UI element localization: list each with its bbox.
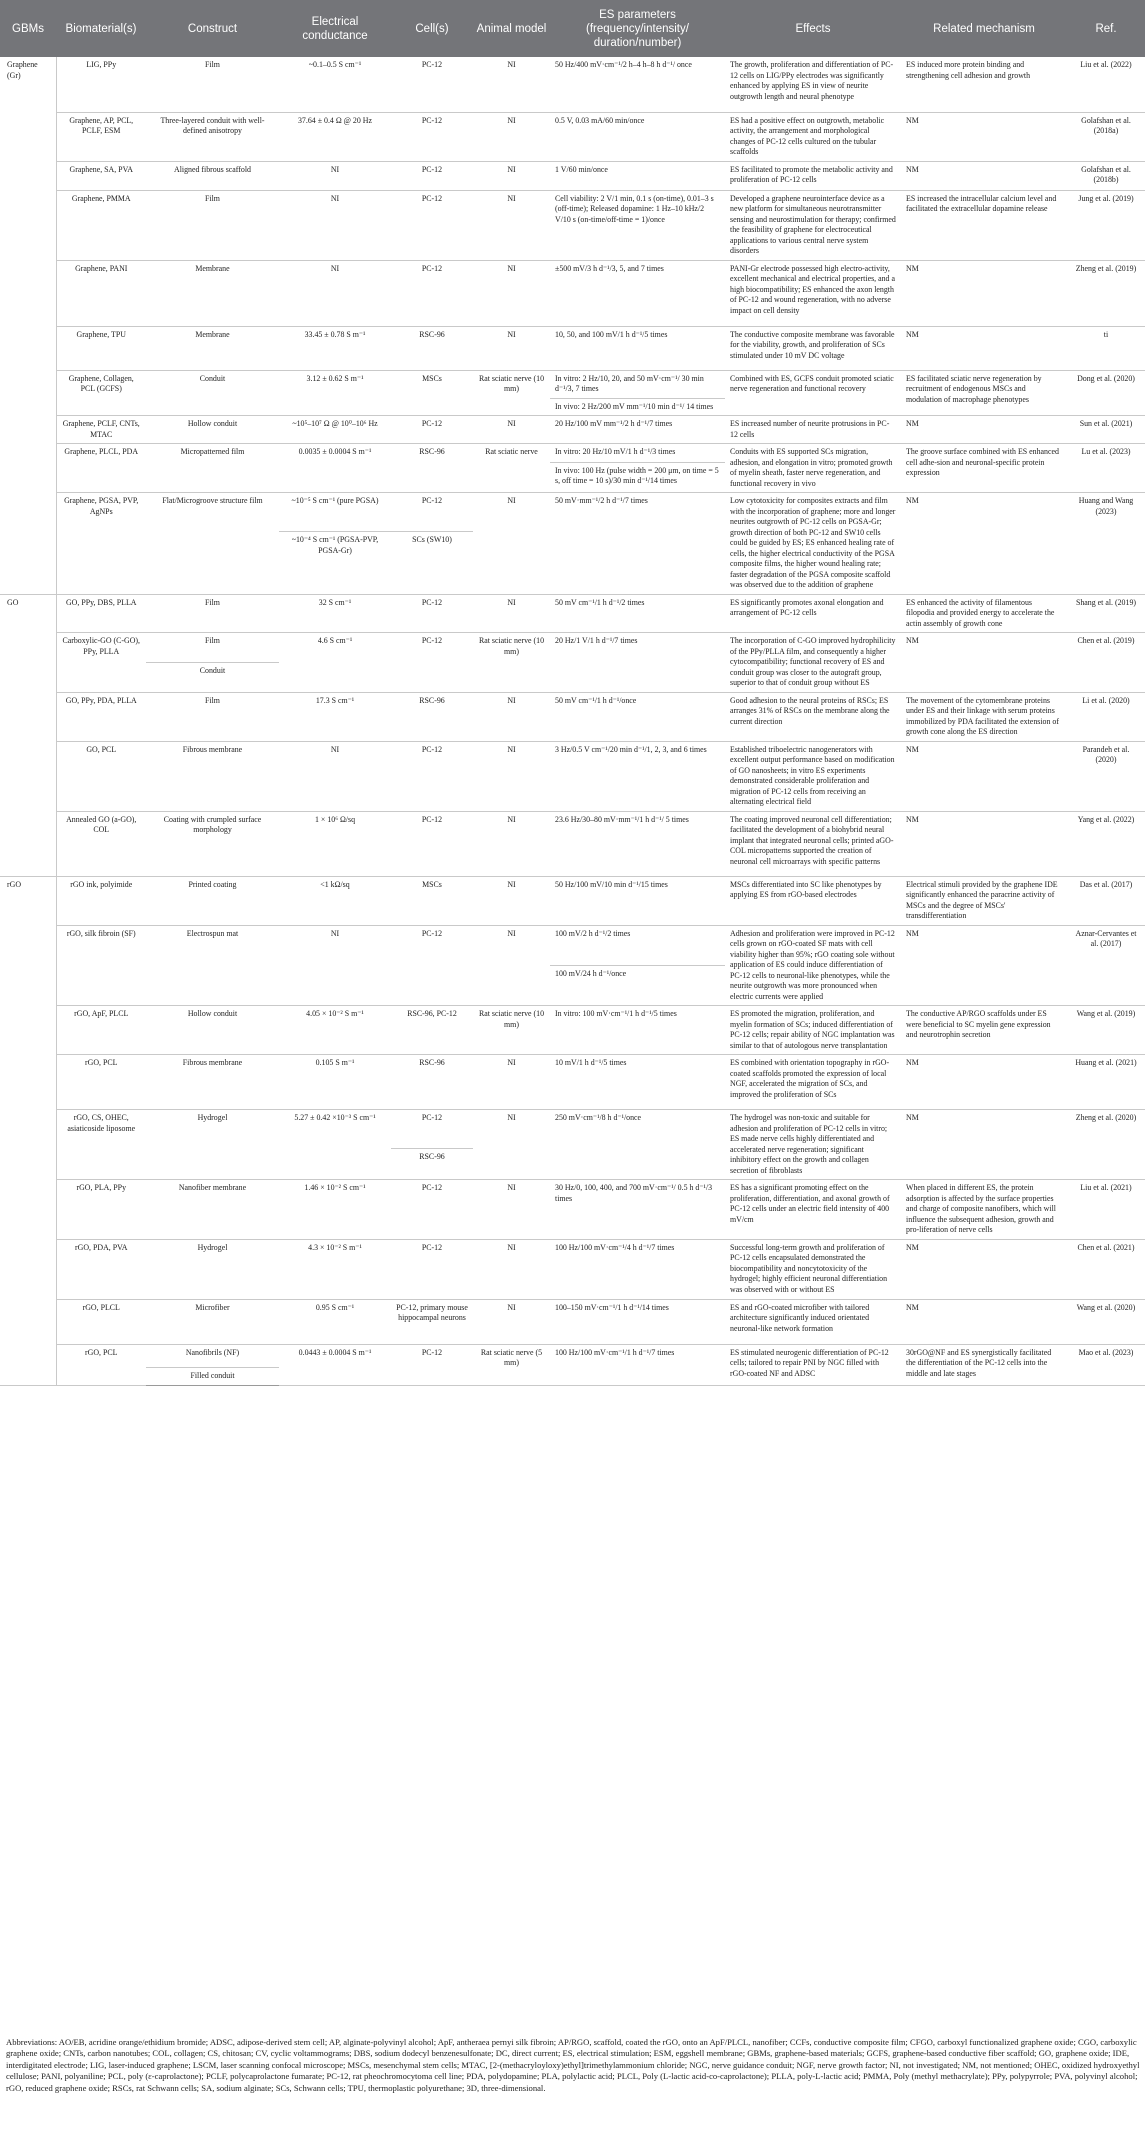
construct-cell: Film [146,57,279,112]
es-parameters-cell: 23.6 Hz/30–80 mV·mm⁻¹/1 h d⁻¹/ 5 times [550,811,725,876]
animal-model-cell: NI [473,1239,550,1299]
effects-cell: ES and rGO-coated microfiber with tailored architecture significantly induced orientated neuronal-like network formation [725,1299,901,1344]
es-parameters-cell: 50 mV·mm⁻¹/2 h d⁻¹/7 times [550,493,725,595]
effects-cell: Established triboelectric nanogenerators with excellent output performance based on modification of GO nanosheets; in vitro ES experiments demonstrated considerable proliferation and migration of PC-12 cells from receiving an alternating electrical field [725,741,901,811]
cell-type-cell: PC-12 [391,1180,473,1240]
mechanism-cell: NM [901,1110,1067,1180]
construct-cell: Film [146,633,279,663]
es-parameters-cell: 100 mV/2 h d⁻¹/2 times [550,925,725,965]
es-parameters-cell: ±500 mV/3 h d⁻¹/3, 5, and 7 times [550,260,725,326]
mechanism-cell: 30rGO@NF and ES synergistically facilitated the differentiation of the PC-12 cells into the middle and late stages [901,1344,1067,1385]
mechanism-cell: NM [901,1239,1067,1299]
table-row [0,1299,1145,1344]
cell-type-cell: PC-12 [391,190,473,260]
animal-model-cell: NI [473,493,550,595]
effects-cell: Good adhesion to the neural proteins of RSCs; ES arranges 31% of RSCs on the membrane along the current direction [725,692,901,741]
conductance-cell: ~10⁵–10⁷ Ω @ 10⁰–10⁶ Hz [279,416,391,444]
table-row [0,692,1145,741]
effects-cell: ES stimulated neurogenic differentiation of PC-12 cells; tailored to repair PNI by NGC filled with rGO-coated NF and ADSC [725,1344,901,1385]
header-conductance: Electrical conductance [279,0,391,57]
biomaterial-cell: rGO, PCL [56,1055,146,1110]
animal-model-cell: NI [473,161,550,190]
ref-cell: ti [1067,326,1145,370]
biomaterial-cell: Graphene, Collagen, PCL (GCFS) [56,370,146,416]
cell-type-cell: MSCs [391,370,473,416]
biomaterial-cell: Annealed GO (a-GO), COL [56,811,146,876]
header-es-parameters: ES parameters (frequency/intensity/ duration/number) [550,0,725,57]
effects-cell: ES has a significant promoting effect on the proliferation, differentiation, and axonal growth of PC-12 cells under an electric field intensity of 400 mV/cm [725,1180,901,1240]
cell-type-cell: RSC-96 [391,692,473,741]
table-row [0,1180,1145,1240]
table-row [0,1344,1145,1367]
animal-model-cell: NI [473,876,550,925]
biomaterial-cell: Graphene, PMMA [56,190,146,260]
conductance-cell: NI [279,190,391,260]
table-row [0,416,1145,444]
conductance-cell: NI [279,161,391,190]
conductance-cell: NI [279,260,391,326]
mechanism-cell: NM [901,161,1067,190]
construct-cell: Film [146,594,279,633]
effects-cell: ES increased number of neurite protrusions in PC-12 cells [725,416,901,444]
effects-cell: MSCs differentiated into SC like phenotypes by applying ES from rGO-based electrodes [725,876,901,925]
mechanism-cell: When placed in different ES, the protein adsorption is affected by the surface properties and charge of composite nanofibers, which will influence the subsequent adhesion, growth and pro-liferation of nerve cells [901,1180,1067,1240]
biomaterial-cell: LIG, PPy [56,57,146,112]
ref-cell: Zheng et al. (2019) [1067,260,1145,326]
mechanism-cell: NM [901,1299,1067,1344]
ref-cell: Aznar-Cervantes et al. (2017) [1067,925,1145,1006]
mechanism-cell: ES induced more protein binding and strengthening cell adhesion and growth [901,57,1067,112]
es-parameters-cell: 100 Hz/100 mV·cm⁻¹/4 h d⁻¹/7 times [550,1239,725,1299]
construct-cell: Fibrous membrane [146,741,279,811]
conductance-cell: 0.105 S m⁻¹ [279,1055,391,1110]
cell-type-cell: PC-12 [391,1344,473,1385]
construct-cell: Microfiber [146,1299,279,1344]
biomaterial-cell: rGO, silk fibroin (SF) [56,925,146,1006]
cell-type-cell: PC-12, primary mouse hippocampal neurons [391,1299,473,1344]
effects-cell: ES promoted the migration, proliferation, and myelin formation of SCs; induced differentiation of PC-12 cells; repair ability of NGC implantation was similar to that of autologous nerve transplantation [725,1006,901,1055]
mechanism-cell: NM [901,493,1067,595]
construct-cell: Electrospun mat [146,925,279,1006]
cell-type-cell: RSC-96, PC-12 [391,1006,473,1055]
ref-cell: Chen et al. (2019) [1067,633,1145,693]
es-parameters-cell: In vitro: 100 mV·cm⁻¹/1 h d⁻¹/5 times [550,1006,725,1055]
ref-cell: Jung et al. (2019) [1067,190,1145,260]
cell-type-cell: SCs (SW10) [391,532,473,594]
conductance-cell: ~0.1–0.5 S cm⁻¹ [279,57,391,112]
biomaterial-cell: Graphene, PCLF, CNTs, MTAC [56,416,146,444]
animal-model-cell: Rat sciatic nerve (10 mm) [473,1006,550,1055]
conductance-cell: NI [279,741,391,811]
header-animal-model: Animal model [473,0,550,57]
biomaterial-cell: rGO, PLCL [56,1299,146,1344]
table-row [0,811,1145,876]
effects-cell: Adhesion and proliferation were improved in PC-12 cells grown on rGO-coated SF mats with cell viability higher than 95%; rGO coating sole without application of ES could induce differentiation of PC-12 cells to neuronal-like phenotypes, while the neurite outgrowth was more pronounced when electric currents were applied [725,925,901,1006]
construct-cell: Hollow conduit [146,1006,279,1055]
mechanism-cell: The movement of the cytomembrane proteins under ES and their linkage with serum proteins immobilized by PDA facilitated the extension of growth cone along the ES direction [901,692,1067,741]
ref-cell: Chen et al. (2021) [1067,1239,1145,1299]
conductance-cell: 37.64 ± 0.4 Ω @ 20 Hz [279,112,391,161]
ref-cell: Yang et al. (2022) [1067,811,1145,876]
animal-model-cell: NI [473,260,550,326]
ref-cell: Wang et al. (2019) [1067,1006,1145,1055]
header-mechanism: Related mechanism [901,0,1067,57]
animal-model-cell: Rat sciatic nerve [473,444,550,493]
es-parameters-cell: 20 Hz/100 mV mm⁻¹/2 h d⁻¹/7 times [550,416,725,444]
mechanism-cell: The groove surface combined with ES enhanced cell adhe-sion and neuronal-specific protein expression [901,444,1067,493]
ref-cell: Wang et al. (2020) [1067,1299,1145,1344]
animal-model-cell: Rat sciatic nerve (10 mm) [473,370,550,416]
animal-model-cell: NI [473,594,550,633]
animal-model-cell: NI [473,112,550,161]
biomaterial-cell: Graphene, AP, PCL, PCLF, ESM [56,112,146,161]
construct-cell: Hollow conduit [146,416,279,444]
mechanism-cell: NM [901,925,1067,1006]
effects-cell: The conductive composite membrane was favorable for the viability, growth, and proliferation of SCs stimulated under 10 mV DC voltage [725,326,901,370]
biomaterial-cell: Graphene, TPU [56,326,146,370]
es-parameters-cell: 50 Hz/100 mV/10 min d⁻¹/15 times [550,876,725,925]
mechanism-cell: Electrical stimuli provided by the graphene IDE significantly enhanced the paracrine activity of MSCs and the degree of MSCs' transdifferentiation [901,876,1067,925]
es-parameters-cell: In vivo: 2 Hz/200 mV mm⁻¹/10 min d⁻¹/ 14 times [550,398,725,416]
effects-cell: Low cytotoxicity for composites extracts and film with the incorporation of graphene; more and longer neurites outgrowth of PC-12 cells on PGSA-Gr; growth direction of both PC-12 and SW10 cells could be guided by ES; ES enhanced healing rate of cells, the higher electrical conductivity of the PGSA composite films, the higher wound healing rate; faster degradation of the PGSA composite scaffold was observed due to the addition of graphene [725,493,901,595]
conductance-cell: 32 S cm⁻¹ [279,594,391,633]
animal-model-cell: NI [473,57,550,112]
cell-type-cell: PC-12 [391,925,473,1006]
animal-model-cell: NI [473,811,550,876]
effects-cell: The incorporation of C-GO improved hydrophilicity of the PPy/PLLA film, and consequently a higher cytocompatibility; functional recovery of ES and conduit group was closer to the autograft group, superior to that of conduit group without ES [725,633,901,693]
es-parameters-cell: 50 mV cm⁻¹/1 h d⁻¹/2 times [550,594,725,633]
table-row [0,876,1145,925]
animal-model-cell: NI [473,1180,550,1240]
biomaterial-cell: rGO, ApF, PLCL [56,1006,146,1055]
table-row [0,925,1145,965]
ref-cell: Dong et al. (2020) [1067,370,1145,416]
table-row [0,741,1145,811]
mechanism-cell: NM [901,326,1067,370]
cell-type-cell: RSC-96 [391,1055,473,1110]
construct-cell: Membrane [146,260,279,326]
cell-type-cell: PC-12 [391,416,473,444]
es-parameters-cell: In vitro: 20 Hz/10 mV/1 h d⁻¹/3 times [550,444,725,463]
ref-cell: Golafshan et al. (2018a) [1067,112,1145,161]
biomaterial-cell: Graphene, PLCL, PDA [56,444,146,493]
animal-model-cell: NI [473,1110,550,1180]
abbreviations-footnote: Abbreviations: AO/EB, acridine orange/ethidium bromide; ADSC, adipose-derived stem cell; AP, alginate-polyvinyl alcohol; ApF, antheraea pernyi silk fibroin; AP/RGO, scaffold, coated the rGO, onto an ApF/PLCL, nanofiber; CCFs, conductive composite film; CFGO, carboxyl functionalized graphene oxide; CGO, carboxylic graphene oxide; CNTs, carbon nanotubes; COL, collagen; CS, chitosan; CV, cyclic voltammograms; DBS, sodium dodecyl benzenesulfonate; DC, direct current; ES, electrical stimulation; ESM, eggshell membrane; GBMs, graphene-based materials; GCFS, graphene-based conductive fiber scaffold; GO, graphene oxide; IDE, interdigitated electrode; LIG, laser-induced graphene; LSCM, laser scanning confocal microscope; MSCs, mesenchymal stem cells; MTAC, [2-(methacryloyloxy)ethyl]trimethylammonium chloride; NGC, nerve guidance conduit; NGF, nerve growth factor; NI, not investigated; NM, not mentioned; OHEC, oxidized hydroxyethyl cellulose; PANI, polyaniline; PCL, poly (ε-caprolactone); PCLF, polycaprolactone fumarate; PC-12, rat pheochromocytoma cell line; PDA, polydopamine; PLA, polylactic acid; PLCL, Poly (L-lactic acid-co-caprolactone); PLLA, poly-L-lactic acid; PMMA, Poly (methyl methacrylate); PPy, polypyrrole; PVA, polyvinyl alcohol; rGO, reduced graphene oxide; RSCs, rat Schwann cells; SA, sodium alginate; SCs, Schwann cells; TPU, thermoplastic polyurethane; 3D, three-dimensional. [6,2037,1140,2093]
mechanism-cell: NM [901,260,1067,326]
conductance-cell: 5.27 ± 0.42 ×10⁻³ S cm⁻¹ [279,1110,391,1180]
construct-cell: Coating with crumpled surface morphology [146,811,279,876]
mechanism-cell: ES increased the intracellular calcium level and facilitated the extracellular dopamine release [901,190,1067,260]
effects-cell: Developed a graphene neurointerface device as a new platform for simultaneous neurotransmitter sensing and neurostimulation for therapy; confirmed the feasibility of graphene for electroceutical applications to various central nerve system disorders [725,190,901,260]
animal-model-cell: NI [473,741,550,811]
table-row [0,1055,1145,1110]
construct-cell: Filled conduit [146,1367,279,1385]
mechanism-cell: The conductive AP/RGO scaffolds under ES were beneficial to SC myelin gene expression and neurotrophin secretion [901,1006,1067,1055]
conductance-cell: 0.0035 ± 0.0004 S m⁻¹ [279,444,391,493]
construct-cell: Three-layered conduit with well-defined anisotropy [146,112,279,161]
table-row [0,190,1145,260]
ref-cell: Li et al. (2020) [1067,692,1145,741]
table-row [0,594,1145,633]
es-parameters-cell: In vitro: 2 Hz/10, 20, and 50 mV·cm⁻¹/ 30 min d⁻¹/3, 7 times [550,370,725,398]
cell-type-cell: PC-12 [391,161,473,190]
effects-cell: The coating improved neuronal cell differentiation; facilitated the development of a biohybrid neural implant that integrated neuronal cells; printed aGO-COL micropatterns supported the creation of neuronal cell microarrays with specific patterns [725,811,901,876]
header-ref: Ref. [1067,0,1145,57]
header-cells: Cell(s) [391,0,473,57]
cell-type-cell: PC-12 [391,1239,473,1299]
header-gbms: GBMs [0,0,56,57]
ref-cell: Lu et al. (2023) [1067,444,1145,493]
cell-type-cell: MSCs [391,876,473,925]
conductance-cell: 1 × 10⁶ Ω/sq [279,811,391,876]
cell-type-cell: PC-12 [391,811,473,876]
effects-cell: PANI-Gr electrode possessed high electro-activity, excellent mechanical and electrical properties, and a high biocompatibility; ES enhanced the axon length of PC-12 and wound regeneration, with no adverse impact on cell density [725,260,901,326]
ref-cell: Das et al. (2017) [1067,876,1145,925]
construct-cell: Micropatterned film [146,444,279,493]
es-parameters-cell: 1 V/60 min/once [550,161,725,190]
conductance-cell: 17.3 S cm⁻¹ [279,692,391,741]
animal-model-cell: NI [473,692,550,741]
cell-type-cell: PC-12 [391,1110,473,1149]
es-parameters-cell: 100 Hz/100 mV·cm⁻¹/1 h d⁻¹/7 times [550,1344,725,1385]
es-parameters-cell: 3 Hz/0.5 V cm⁻¹/20 min d⁻¹/1, 2, 3, and 6 times [550,741,725,811]
construct-cell: Hydrogel [146,1110,279,1180]
biomaterial-cell: rGO ink, polyimide [56,876,146,925]
animal-model-cell: NI [473,326,550,370]
cell-type-cell: PC-12 [391,741,473,811]
biomaterial-cell: GO, PPy, PDA, PLLA [56,692,146,741]
es-parameters-cell: 10, 50, and 100 mV/1 h d⁻¹/5 times [550,326,725,370]
group-name: Graphene (Gr) [0,57,56,594]
es-parameters-cell: In vivo: 100 Hz (pulse width = 200 μm, on time = 5 s, off time = 10 s)/30 min d⁻¹/14 times [550,462,725,492]
construct-cell: Aligned fibrous scaffold [146,161,279,190]
group-name: GO [0,594,56,876]
construct-cell: Hydrogel [146,1239,279,1299]
animal-model-cell: NI [473,1299,550,1344]
animal-model-cell: NI [473,190,550,260]
table-row [0,57,1145,112]
mechanism-cell: ES enhanced the activity of filamentous filopodia and provided energy to accelerate the actin assembly of growth cone [901,594,1067,633]
conductance-cell: 3.12 ± 0.62 S m⁻¹ [279,370,391,416]
mechanism-cell: NM [901,1055,1067,1110]
table-row [0,161,1145,190]
es-parameters-cell: 50 mV cm⁻¹/1 h d⁻¹/once [550,692,725,741]
effects-cell: The hydrogel was non-toxic and suitable for adhesion and proliferation of PC-12 cells in vitro; ES made nerve cells highly differentiated and accelerated nerve regeneration; significant inhibitory effect on the growth and collagen secretion of fibroblasts [725,1110,901,1180]
ref-cell: Huang et al. (2021) [1067,1055,1145,1110]
ref-cell: Liu et al. (2022) [1067,57,1145,112]
effects-cell: The growth, proliferation and differentiation of PC-12 cells on LIG/PPy electrodes was significantly enhanced by applying ES in view of neurite outgrowth length and neural phenotype [725,57,901,112]
conductance-cell: ~10⁻⁴ S cm⁻¹ (PGSA-PVP, PGSA-Gr) [279,532,391,594]
group-name: rGO [0,876,56,1385]
cell-type-cell: RSC-96 [391,326,473,370]
table-row [0,1006,1145,1055]
cell-type-cell: RSC-96 [391,444,473,493]
table-row [0,260,1145,326]
biomaterial-cell: Graphene, PGSA, PVP, AgNPs [56,493,146,595]
biomaterial-cell: rGO, PCL [56,1344,146,1385]
ref-cell: Mao et al. (2023) [1067,1344,1145,1385]
construct-cell: Flat/Microgroove structure film [146,493,279,595]
conductance-cell: <1 kΩ/sq [279,876,391,925]
biomaterial-cell: Carboxylic-GO (C-GO), PPy, PLLA [56,633,146,693]
es-parameters-cell: Cell viability: 2 V/1 min, 0.1 s (on-time), 0.01–3 s (off-time); Released dopamine: 1 Hz–10 kHz/2 V/10 s (on-time/off-time = 1)/once [550,190,725,260]
animal-model-cell: NI [473,925,550,1006]
construct-cell: Conduit [146,370,279,416]
table-row [0,1239,1145,1299]
construct-cell: Conduit [146,662,279,692]
es-parameters-cell: 0.5 V, 0.03 mA/60 min/once [550,112,725,161]
mechanism-cell: NM [901,633,1067,693]
construct-cell: Film [146,190,279,260]
ref-cell: Sun et al. (2021) [1067,416,1145,444]
header-effects: Effects [725,0,901,57]
biomaterial-cell: rGO, PDA, PVA [56,1239,146,1299]
construct-cell: Nanofiber membrane [146,1180,279,1240]
ref-cell: Zheng et al. (2020) [1067,1110,1145,1180]
ref-cell: Huang and Wang (2023) [1067,493,1145,595]
conductance-cell: 4.6 S cm⁻¹ [279,633,391,693]
effects-cell: Conduits with ES supported SCs migration, adhesion, and elongation in vitro; promoted growth of myelin sheath, faster nerve regeneration, and functional recovery in vivo [725,444,901,493]
biomaterial-cell: rGO, PLA, PPy [56,1180,146,1240]
es-parameters-cell: 50 Hz/400 mV·cm⁻¹/2 h–4 h–8 h d⁻¹/ once [550,57,725,112]
animal-model-cell: NI [473,416,550,444]
es-parameters-cell: 30 Hz/0, 100, 400, and 700 mV·cm⁻¹/ 0.5 h d⁻¹/3 times [550,1180,725,1240]
es-parameters-cell: 100–150 mV·cm⁻¹/1 h d⁻¹/14 times [550,1299,725,1344]
effects-cell: ES facilitated to promote the metabolic activity and proliferation of PC-12 cells [725,161,901,190]
header-row [0,0,1145,57]
conductance-cell: 33.45 ± 0.78 S m⁻¹ [279,326,391,370]
ref-cell: Golafshan et al. (2018b) [1067,161,1145,190]
conductance-cell: ~10⁻⁵ S cm⁻¹ (pure PGSA) [279,493,391,532]
animal-model-cell: NI [473,1055,550,1110]
construct-cell: Fibrous membrane [146,1055,279,1110]
effects-cell: ES had a positive effect on outgrowth, metabolic activity, the arrangement and morphological changes of PC-12 cells cultured on the tubular scaffolds [725,112,901,161]
es-parameters-cell: 250 mV·cm⁻¹/8 h d⁻¹/once [550,1110,725,1180]
biomaterial-cell: rGO, CS, OHEC, asiaticoside liposome [56,1110,146,1180]
table-row [0,444,1145,463]
table-body [0,57,1145,1385]
ref-cell: Parandeh et al. (2020) [1067,741,1145,811]
construct-cell: Membrane [146,326,279,370]
conductance-cell: 0.95 S cm⁻¹ [279,1299,391,1344]
biomaterial-cell: Graphene, SA, PVA [56,161,146,190]
es-parameters-cell: 100 mV/24 h d⁻¹/once [550,965,725,1005]
mechanism-cell: NM [901,811,1067,876]
construct-cell: Printed coating [146,876,279,925]
mechanism-cell: NM [901,416,1067,444]
mechanism-cell: NM [901,741,1067,811]
biomaterial-cell: Graphene, PANI [56,260,146,326]
cell-type-cell: RSC-96 [391,1148,473,1179]
biomaterial-cell: GO, PCL [56,741,146,811]
table-row [0,370,1145,398]
effects-cell: ES significantly promotes axonal elongation and arrangement of PC-12 cells [725,594,901,633]
cell-type-cell: PC-12 [391,57,473,112]
table-row [0,112,1145,161]
effects-cell: ES combined with orientation topography in rGO-coated scaffolds promoted the expression of local NGF, accelerated the migration of SCs, and improved the proliferation of SCs [725,1055,901,1110]
table-row [0,326,1145,370]
ref-cell: Liu et al. (2021) [1067,1180,1145,1240]
es-parameters-cell: 20 Hz/1 V/1 h d⁻¹/7 times [550,633,725,693]
cell-type-cell: PC-12 [391,112,473,161]
mechanism-cell: NM [901,112,1067,161]
table-row [0,1110,1145,1149]
cell-type-cell: PC-12 [391,260,473,326]
cell-type-cell: PC-12 [391,633,473,693]
cell-type-cell: PC-12 [391,493,473,532]
conductance-cell: 0.0443 ± 0.0004 S m⁻¹ [279,1344,391,1385]
effects-cell: Combined with ES, GCFS conduit promoted sciatic nerve regeneration and functional recovery [725,370,901,416]
header-construct: Construct [146,0,279,57]
table-row [0,633,1145,663]
conductance-cell: 4.05 × 10⁻² S m⁻¹ [279,1006,391,1055]
table-row [0,493,1145,532]
header-biomaterials: Biomaterial(s) [56,0,146,57]
animal-model-cell: Rat sciatic nerve (10 mm) [473,633,550,693]
biomaterial-cell: GO, PPy, DBS, PLLA [56,594,146,633]
es-parameters-cell: 10 mV/1 h d⁻¹/5 times [550,1055,725,1110]
mechanism-cell: ES facilitated sciatic nerve regeneration by recruitment of endogenous MSCs and modulation of macrophage phenotypes [901,370,1067,416]
conductance-cell: NI [279,925,391,1006]
animal-model-cell: Rat sciatic nerve (5 mm) [473,1344,550,1385]
effects-cell: Successful long-term growth and proliferation of PC-12 cells encapsulated demonstrated the biocompatibility and noncytotoxicity of the hydrogel; highly efficient neuronal differentiation was observed with or without ES [725,1239,901,1299]
ref-cell: Shang et al. (2019) [1067,594,1145,633]
construct-cell: Film [146,692,279,741]
cell-type-cell: PC-12 [391,594,473,633]
conductance-cell: 4.3 × 10⁻² S m⁻¹ [279,1239,391,1299]
construct-cell: Nanofibrils (NF) [146,1344,279,1367]
conductance-cell: 1.46 × 10⁻² S cm⁻¹ [279,1180,391,1240]
